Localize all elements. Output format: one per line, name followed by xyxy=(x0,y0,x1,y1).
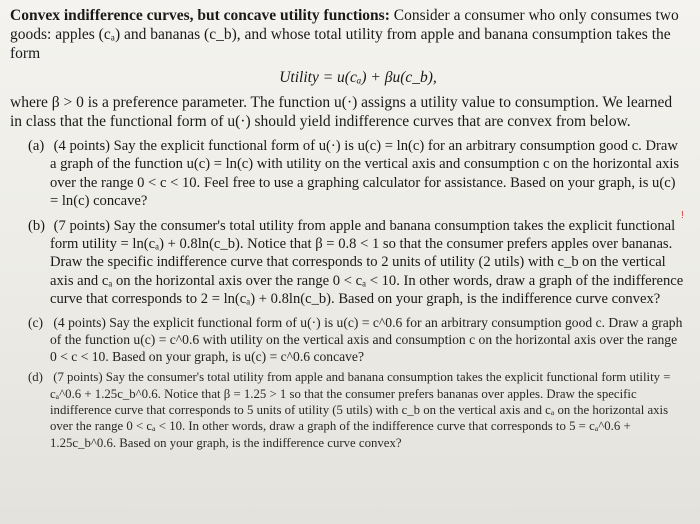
utility-formula: Utility = u(cₐ) + βu(c_b), xyxy=(279,69,437,86)
part-label: (b) xyxy=(28,217,46,234)
part-label: (a) xyxy=(28,138,45,154)
part-b xyxy=(28,217,686,309)
part-label: (d) xyxy=(28,370,43,385)
part-text: (4 points) Say the explicit functional form of u(·) is u(c) = ln(c) for an arbitrary consumption good c. Draw a graph of the function u(c) = ln(c) with utility on the vertical axis and consumption c on the horizontal axis over the range 0 < c < 10. Feel free to use a graphing calculator for assistance. Based on your graph, is u(c) = ln(c) concave? xyxy=(50,138,680,210)
where-paragraph: where β > 0 is a preference parameter. The function u(·) assigns a utility value to consumption. We learned in class that the functional form of u(·) should yield indifference curves that are convex from below. xyxy=(10,94,673,130)
red-tick-mark: ! xyxy=(681,210,684,221)
part-a xyxy=(28,137,686,211)
part-text: (4 points) Say the explicit functional form of u(·) is u(c) = c^0.6 for an arbitrary consumption good c. Draw a graph of the function u(c) = c^0.6 with utility on the vertical axis and consumption c on the horizontal axis over the range 0 < c < 10. Based on your graph, is u(c) = c^0.6 concave? xyxy=(50,314,683,365)
part-d xyxy=(28,369,686,451)
part-label: (c) xyxy=(28,314,44,330)
part-text: (7 points) Say the consumer's total utility from apple and banana consumption takes the explicit functional form utility = cₐ^0.6 + 1.25c_b^0.6. Notice that β = 1.25 > 1 so that the consumer prefers bananas over apples. Draw the specific indifference curve that corresponds to 5 units of utility (5 utils) with c_b on the vertical axis and cₐ on the horizontal axis over the range 0 < cₐ < 10. In other words, draw a graph of the indifference curve that corresponds to 5 = cₐ^0.6 + 1.25c_b^0.6. Based on your graph, is the indifference curve convex? xyxy=(50,370,671,450)
part-text: (7 points) Say the consumer's total utility from apple and banana consumption takes the explicit functional form utility = ln(cₐ) + 0.8ln(c_b). Notice that β = 0.8 < 1 so that the consumer prefers apples over bananas. Draw the specific indifference curve that corresponds to 2 units of utility (2 utils) with c_b on the vertical axis and cₐ on the horizontal axis over the range 0 < cₐ < 10. In other words, draw a graph of the indifference curve that corresponds to 2 = ln(cₐ) + 0.8ln(c_b). Based on your graph, is the indifference curve convex? xyxy=(50,217,684,308)
intro-paragraph xyxy=(10,6,686,63)
part-c xyxy=(28,314,686,366)
intro-text: Consider a consumer who only consumes two goods: apples (cₐ) and bananas (c_b), and whose total utility from apple and banana consumption takes the form xyxy=(10,7,679,62)
problem-heading: Convex indifference curves, but concave utility functions: xyxy=(10,7,390,24)
